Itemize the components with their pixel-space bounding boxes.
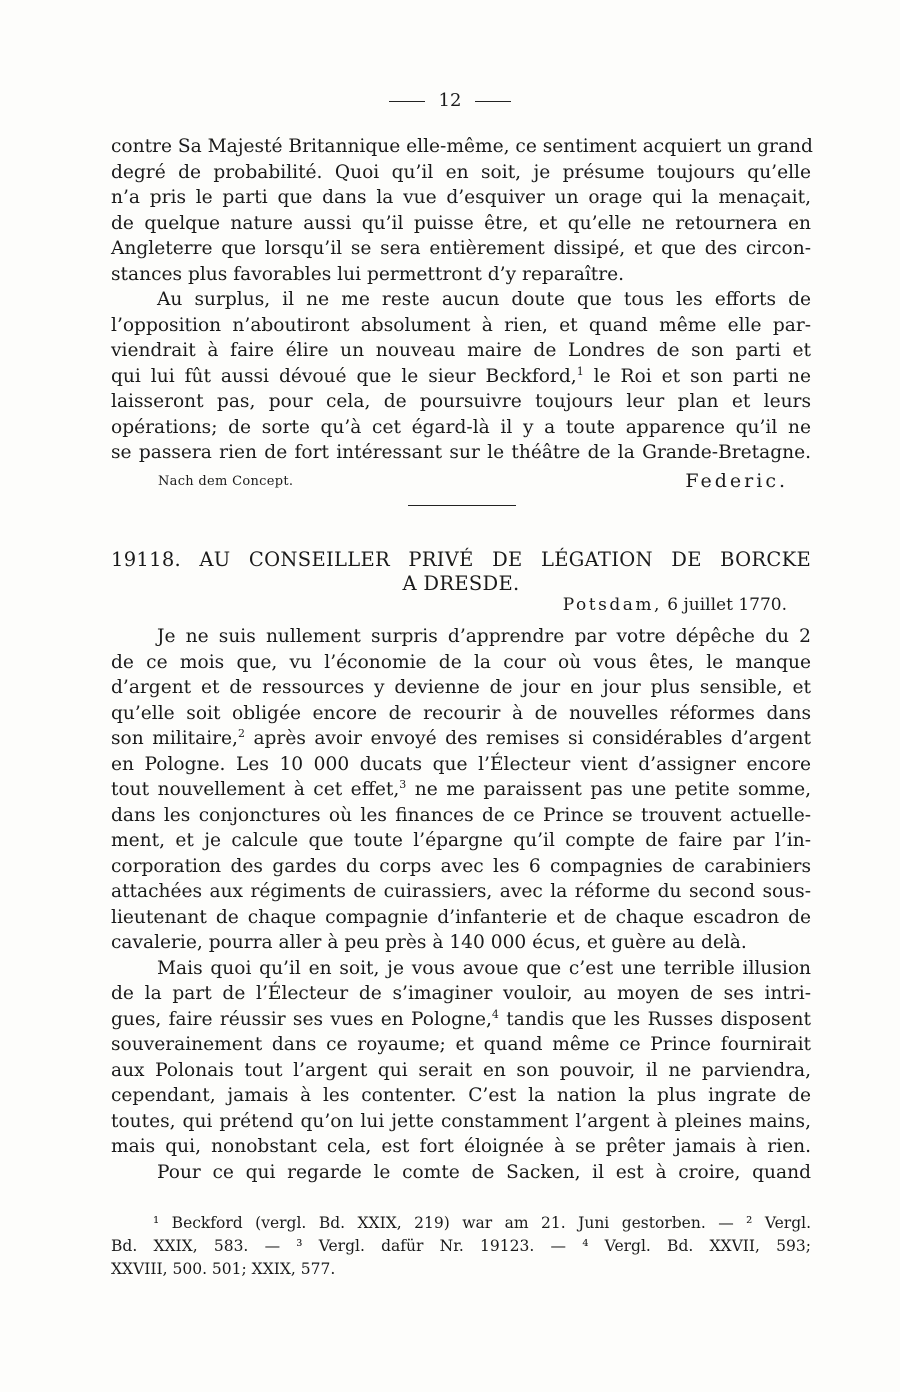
text-line: degré de probabilité. Quoi qu’il en soit, je présume toujours qu’elle [111, 161, 811, 183]
dateline-place: Potsdam, [562, 595, 662, 615]
text-run: le Roi et son parti ne [583, 365, 811, 387]
text-run: son militaire, [111, 728, 238, 749]
text-line: Je ne suis nullement surpris d’apprendre par votre dépêche du 2 [157, 626, 811, 647]
text-line: cependant, jamais à les contenter. C’est la nation la plus ingrate de [111, 1085, 811, 1106]
text-run: gues, faire réussir ses vues en Pologne, [111, 1008, 492, 1030]
footnote-marker: 4 [491, 1007, 499, 1021]
text-run: tout nouvellement à cet effet, [111, 779, 400, 800]
text-line: Au surplus, il ne me reste aucun doute que tous les efforts de [157, 289, 811, 310]
paragraph-continuation [111, 134, 811, 466]
text-line: mais qui, nonobstant cela, est fort éloignée à se prêter jamais à rien. [111, 1136, 811, 1157]
footnote-marker: 1 [576, 364, 584, 378]
text-line: corporation des gardes du corps avec les 6 compagnies de carabiniers [111, 855, 811, 877]
dateline-date: 6 juillet 1770. [667, 595, 787, 615]
text-line [111, 364, 811, 390]
text-line: d’argent et de ressources y devienne de jour en jour plus sensible, et [111, 677, 811, 698]
text-line [111, 1007, 811, 1033]
text-line: toutes, qui prétend qu’on lui jette constamment l’argent à pleines mains, [111, 1110, 811, 1132]
text-line: dans les conjonctures où les finances de ce Prince se trouvent actuelle- [111, 804, 811, 826]
text-line: Pour ce qui regarde le comte de Sacken, il est à croire, quand [157, 1161, 811, 1183]
text-line [111, 777, 811, 803]
footnote-line: Bd. XXIX, 583. — ³ Vergl. dafür Nr. 19123. — ⁴ Vergl. Bd. XXVII, 593; [111, 1237, 811, 1255]
letter-body [111, 624, 811, 1185]
closing-row [158, 470, 788, 494]
text-line: de quelque nature aussi qu’il puisse être, et qu’elle ne retournera en [111, 212, 811, 234]
text-line: qu’elle soit obligée encore de recourir à de nouvelles réformes dans [111, 702, 811, 724]
signature: Federic. [685, 470, 788, 492]
text-line: souverainement dans ce royaume; et quand même ce Prince fournirait [111, 1034, 811, 1055]
footnote-line: XXVIII, 500. 501; XXIX, 577. [111, 1260, 336, 1278]
letter-addressee: AU CONSEILLER PRIVÉ DE LÉGATION DE BORCKE [199, 548, 811, 571]
header-dash-left [389, 101, 425, 102]
text-line: en Pologne. Les 10 000 ducats que l’Électeur vient d’assigner encore [111, 753, 811, 775]
text-line: Mais quoi qu’il en soit, je vous avoue que c’est une terrible illusion [157, 957, 811, 979]
letter-destination: A DRESDE. [402, 572, 520, 595]
text-run: tandis que les Russes disposent [498, 1008, 811, 1030]
text-run: ne me paraissent pas une petite somme, [406, 779, 811, 800]
text-line: viendrait à faire élire un nouveau maire de Londres de son parti et [111, 340, 811, 361]
letter-heading [111, 548, 811, 596]
text-line: l’opposition n’aboutiront absolument à rien, et quand même elle par- [111, 314, 811, 336]
letter-heading-line [111, 548, 811, 572]
footnote-line: ¹ Beckford (vergl. Bd. XXIX, 219) war am 21. Juni gestorben. — ² Vergl. [153, 1214, 811, 1232]
text-line: stances plus favorables lui permettront d’y reparaître. [111, 263, 625, 285]
dateline [563, 595, 787, 615]
page-header [0, 90, 900, 111]
text-line [111, 726, 811, 752]
text-run: qui lui fût aussi dévoué que le sieur Beckford, [111, 365, 577, 387]
source-note: Nach dem Concept. [158, 474, 294, 489]
footnote-marker: 3 [399, 778, 407, 791]
text-line: de ce mois que, vu l’économie de la cour où vous êtes, le manque [111, 651, 811, 673]
text-line: opérations; de sorte qu’à cet égard-là il y a toute apparence qu’il ne [111, 416, 811, 438]
letter-number: 19118. [111, 548, 182, 571]
text-line: n’a pris le parti que dans la vue d’esquiver un orage qui la menaçait, [111, 187, 811, 208]
text-run: après avoir envoyé des remises si considérables d’argent [244, 728, 811, 749]
text-line: laisseront pas, pour cela, de poursuivre toujours leur plan et leurs [111, 391, 811, 412]
header-dash-right [475, 101, 511, 102]
footnotes [111, 1212, 811, 1281]
footnote-marker: 2 [237, 727, 245, 740]
text-line: de la part de l’Électeur de s’imaginer vouloir, au moyen de ses intri- [111, 983, 811, 1004]
text-line: contre Sa Majesté Britannique elle-même, ce sentiment acquiert un grand [111, 136, 813, 157]
text-line: se passera rien de fort intéressant sur le théâtre de la Grande-Bretagne. [111, 442, 811, 463]
text-line: lieutenant de chaque compagnie d’infanterie et de chaque escadron de [111, 906, 811, 928]
text-line: aux Polonais tout l’argent qui serait en son pouvoir, il ne parviendra, [111, 1059, 811, 1081]
page-number: 12 [438, 90, 462, 111]
text-line: cavalerie, pourra aller à peu près à 140 000 écus, et guère au delà. [111, 932, 747, 953]
text-line: attachées aux régiments de cuirassiers, avec la réforme du second sous- [111, 881, 811, 902]
text-line: ment, et je calcule que toute l’épargne qu’il compte de faire par l’in- [111, 830, 811, 851]
section-divider [408, 505, 516, 506]
text-line: Angleterre que lorsqu’il se sera entièrement dissipé, et que des circon- [111, 238, 811, 259]
